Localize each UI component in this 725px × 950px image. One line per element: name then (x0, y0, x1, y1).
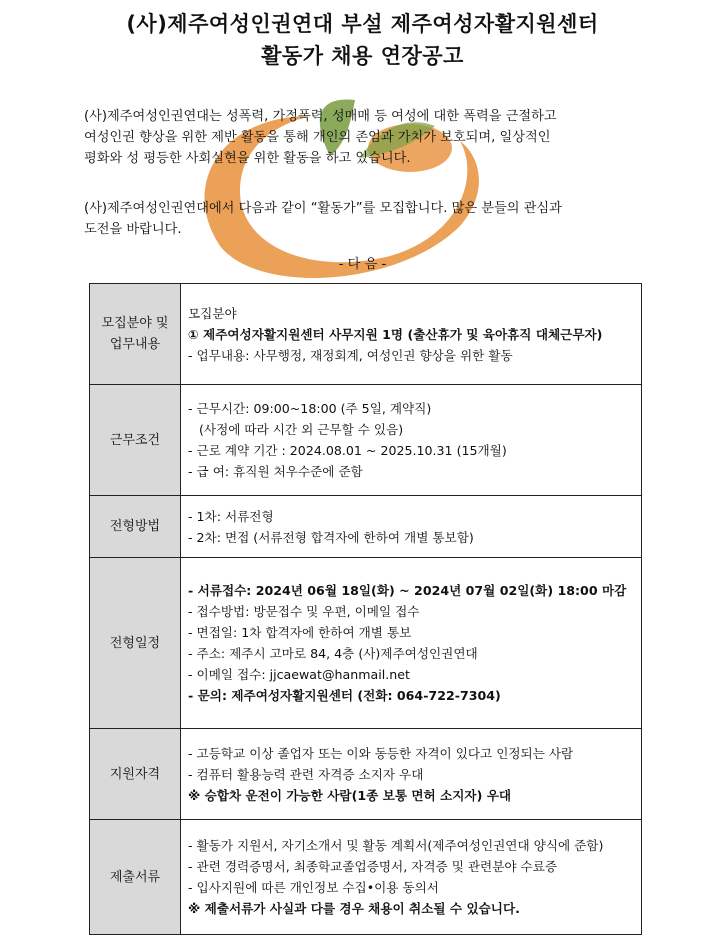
table-row (90, 820, 642, 935)
table-row (90, 496, 642, 558)
row-header-method (90, 496, 181, 558)
content-line: ① 제주여성자활지원센터 사무지원 1명 (출산휴가 및 육아휴직 대체근무자) (188, 326, 603, 342)
row-content (181, 729, 642, 820)
content-line: (사정에 따라 시간 외 근무할 수 있음) (199, 422, 404, 437)
notice-subtitle: 활동가 채용 연장공고 (261, 44, 464, 68)
content-line: - 면접일: 1차 합격자에 한하여 개별 통보 (188, 625, 412, 640)
content-line: - 고등학교 이상 졸업자 또는 이와 동등한 자격이 있다고 인정되는 사람 (188, 745, 574, 761)
content-line: - 1차: 서류전형 (188, 508, 274, 524)
table-row (90, 284, 642, 385)
invite-line: (사)제주여성인권연대에서 다음과 같이 “활동가”를 모집합니다. 많은 분들의 관심과 (84, 201, 562, 216)
table-row (90, 729, 642, 820)
row-content (181, 284, 642, 385)
content-line: - 관련 경력증명서, 최종학교졸업증명서, 자격증 및 관련분야 수료증 (188, 859, 558, 874)
row-header-text: 지원자격 (109, 766, 161, 782)
content-line: - 근로 계약 기간 : 2024.08.01 ~ 2025.10.31 (15개월) (188, 443, 507, 458)
row-header-text: 모집분야 및 (101, 316, 169, 331)
row-header-field-duties (90, 284, 181, 385)
row-header-text: 제출서류 (109, 869, 161, 885)
content-line: ※ 제출서류가 사실과 다를 경우 채용이 취소될 수 있습니다. (188, 901, 520, 916)
row-header-text: 전형방법 (109, 519, 161, 534)
row-header-text: 업무내용 (109, 337, 161, 352)
content-line: - 서류접수: 2024년 06월 18일(화) ~ 2024년 07월 02일(화) 18:00 마감 (188, 583, 627, 598)
table-row (90, 385, 642, 496)
row-header-schedule (90, 558, 181, 729)
row-content (181, 496, 642, 558)
intro-line: 평화와 성 평등한 사회실현을 위한 활동을 하고 있습니다. (84, 151, 411, 166)
content-line: - 입사지원에 따른 개인정보 수집•이용 동의서 (188, 880, 439, 895)
invite-line: 도전을 바랍니다. (84, 222, 182, 237)
intro-line: (사)제주여성인권연대는 성폭력, 가정폭력, 성매매 등 여성에 대한 폭력을 근절하고 (84, 109, 557, 124)
invite-paragraph (84, 198, 644, 240)
content-line: - 컴퓨터 활용능력 관련 자격증 소지자 우대 (188, 766, 424, 782)
content-line: - 급 여: 휴직원 처우수준에 준함 (188, 464, 363, 479)
content-line: - 문의: 제주여성자활지원센터 (전화: 064-722-7304) (188, 688, 501, 703)
row-header-text: 근무조건 (109, 432, 161, 448)
content-line: - 이메일 접수: jjcaewat@hanmail.net (188, 667, 410, 682)
section-divider-label: - 다 음 - (338, 257, 387, 272)
row-header-documents (90, 820, 181, 935)
content-line: - 2차: 면접 (서류전형 합격자에 한하여 개별 통보함) (188, 529, 474, 545)
content-line: 모집분야 (188, 305, 237, 321)
content-line: ※ 승합차 운전이 가능한 사람(1종 보통 면허 소지자) 우대 (188, 787, 512, 803)
content-line: - 근무시간: 09:00~18:00 (주 5일, 계약직) (188, 401, 432, 416)
row-content (181, 820, 642, 935)
content-line: - 업무내용: 사무행정, 재정회계, 여성인권 향상을 위한 활동 (188, 347, 513, 363)
row-header-conditions (90, 385, 181, 496)
content-line: - 주소: 제주시 고마로 84, 4층 (사)제주여성인권연대 (188, 646, 478, 661)
recruitment-table (89, 283, 642, 935)
intro-line: 여성인권 향상을 위한 제반 활동을 통해 개인의 존엄과 가치가 보호되며, 일상적인 (84, 130, 551, 145)
notice-title: (사)제주여성인권연대 부설 제주여성자활지원센터 (126, 12, 599, 36)
row-header-text: 전형일정 (109, 635, 161, 651)
row-header-qualifications (90, 729, 181, 820)
intro-paragraph (84, 106, 644, 169)
content-line: - 활동가 지원서, 자기소개서 및 활동 계획서(제주여성인권연대 양식에 준함) (188, 838, 604, 853)
content-line: - 접수방법: 방문접수 및 우편, 이메일 접수 (188, 604, 420, 619)
table-row (90, 558, 642, 729)
row-content (181, 385, 642, 496)
row-content (181, 558, 642, 729)
